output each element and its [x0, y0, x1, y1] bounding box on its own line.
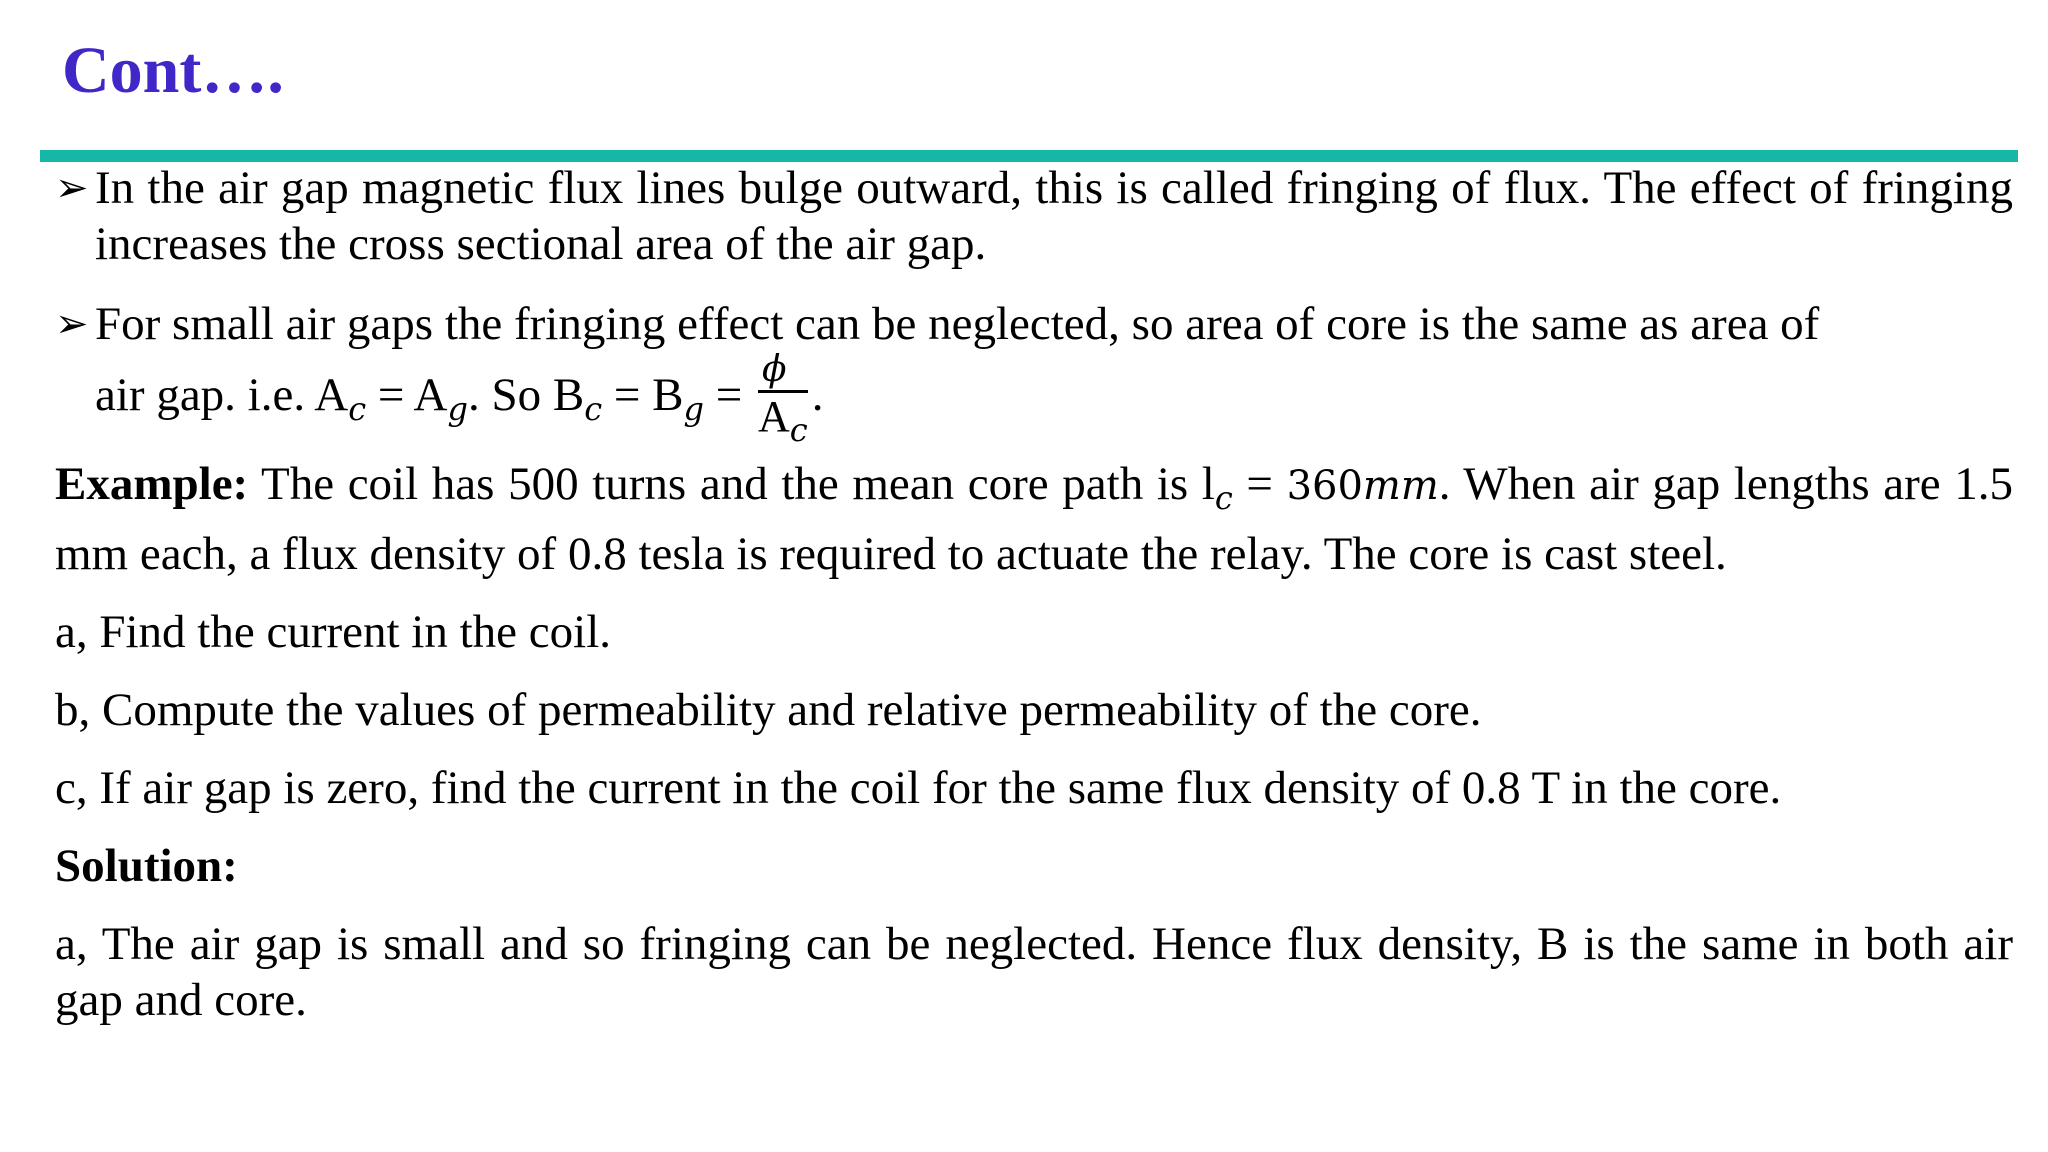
equation-line: [95, 349, 2013, 449]
eq-subscript: c: [584, 389, 603, 428]
bullet-fringing: [55, 160, 2013, 272]
question-c: c, If air gap is zero, find the current in the coil for the same flux density of 0.8 T in the core.: [55, 762, 1782, 814]
eq-text: . So B: [467, 368, 585, 421]
path-length-unit: mm: [1362, 463, 1439, 509]
eq-subscript: c: [1214, 479, 1233, 517]
arrow-bullet-icon: ➢: [55, 165, 89, 211]
eq-text: = A: [366, 368, 448, 421]
eq-text: =: [1232, 458, 1287, 510]
solution-label: Solution:: [55, 840, 238, 892]
bullet-text: In the air gap magnetic flux lines bulge outward, this is called fringing of flux. The effect of fringing increases the cross sectional area of the air gap.: [95, 162, 2013, 270]
eq-text: A: [758, 392, 790, 441]
arrow-bullet-icon: ➢: [55, 301, 89, 347]
eq-text: air gap. i.e. A: [95, 368, 349, 421]
slide-body: [55, 160, 2013, 1028]
eq-text: = B: [602, 368, 684, 421]
question-a: a, Find the current in the coil.: [55, 606, 612, 658]
flux-fraction: [758, 349, 808, 449]
slide-title: Cont….: [62, 34, 284, 107]
eq-subscript: c: [348, 389, 367, 428]
solution-text: a, The air gap is small and so fringing can be neglected. Hence flux density, B is the same in both air gap and core.: [55, 918, 2013, 1026]
eq-subscript: g: [447, 389, 468, 428]
eq-text: .: [811, 368, 824, 421]
eq-subscript: g: [683, 389, 704, 428]
fraction-numerator: ϕ: [758, 352, 808, 393]
bullet-text: For small air gaps the fringing effect can be neglected, so area of core is the same as area of: [95, 298, 1820, 350]
fraction-denominator: [758, 392, 808, 449]
path-length-value: 360: [1286, 463, 1363, 509]
example-text: . When air gap lengths are 1.5 mm each, a flux density of 0.8 tesla is required to actuate the relay. The core is cast steel.: [55, 458, 2013, 580]
example-text: The coil has 500 turns and the mean core path is l: [248, 458, 1215, 510]
example-paragraph: [55, 456, 2013, 582]
bullet-small-gap: [55, 296, 2013, 449]
eq-text: =: [703, 368, 754, 421]
example-label: Example:: [55, 458, 249, 510]
eq-subscript: c: [789, 411, 808, 449]
question-b: b, Compute the values of permeability and relative permeability of the core.: [55, 684, 1482, 736]
